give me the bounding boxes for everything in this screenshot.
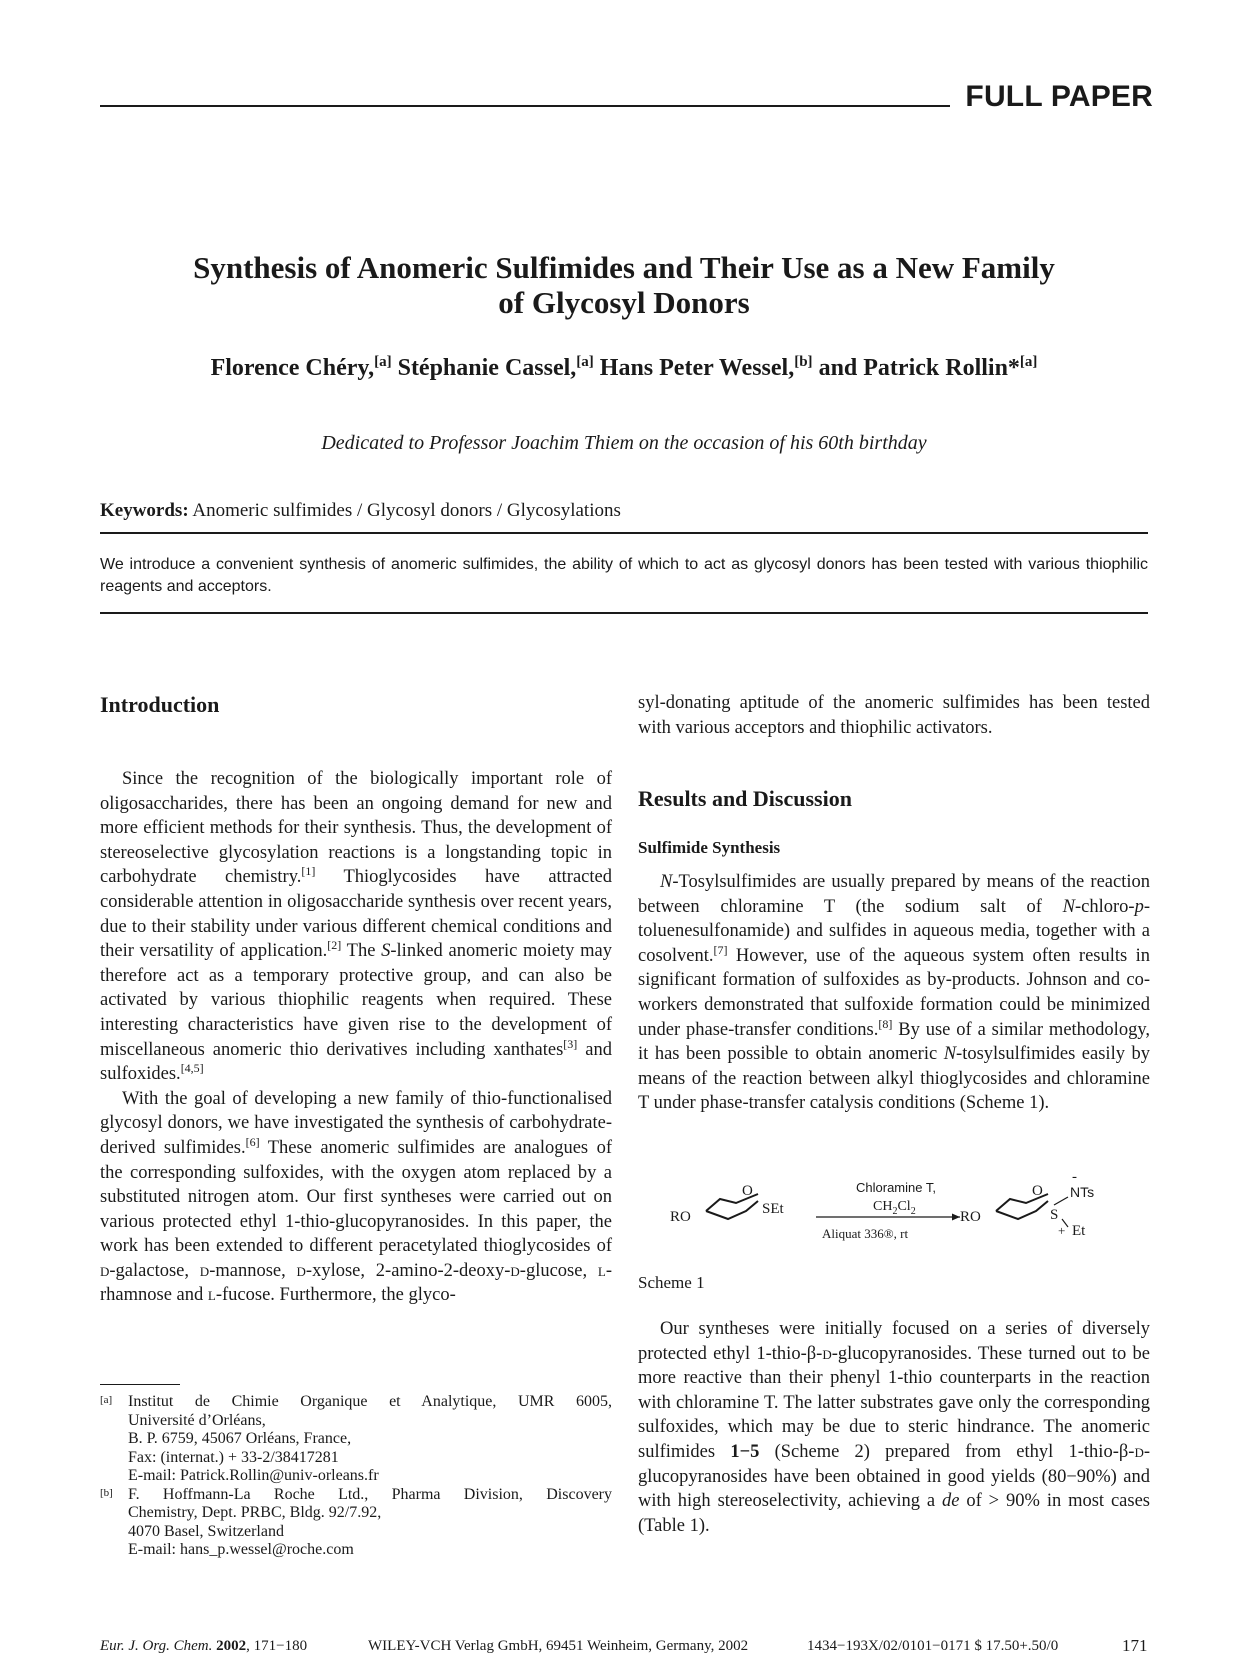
abstract-top-rule xyxy=(100,532,1148,534)
section-heading-results: Results and Discussion xyxy=(638,786,852,811)
right-et-label: Et xyxy=(1072,1223,1086,1239)
citation: [1] xyxy=(301,864,316,879)
affiliation-mark: [a] xyxy=(1019,354,1038,370)
right-ro-label: RO xyxy=(960,1209,981,1225)
dedication: Dedicated to Professor Joachim Thiem on the occasion of his 60th birthday xyxy=(321,432,927,454)
section-heading-introduction: Introduction xyxy=(100,692,220,717)
keywords-text: Anomeric sulfimides / Glycosyl donors / Glycosylations xyxy=(192,500,621,521)
footnote-a: [a] Institut de Chimie Organique et Analytique, UMR 6005, Université d’Orléans, B. P. 6759, 45067 Orléans, France, Fax: (internat.) + 33-2/38417281 E-mail: Patrick.Rollin@univ-orleans.fr xyxy=(100,1393,612,1484)
page-number: 171 xyxy=(1122,1636,1148,1655)
footnote-mark: [a] xyxy=(100,1394,113,1406)
author-name: Hans Peter Wessel, xyxy=(599,355,795,381)
footnote-mark: [b] xyxy=(100,1486,113,1499)
header-rule xyxy=(100,105,950,107)
footnote-rule xyxy=(100,1384,180,1385)
citation: [6] xyxy=(245,1134,260,1149)
right-column-body xyxy=(638,870,1150,1116)
paragraph: N-Tosylsulfimides are usually prepared by means of the reaction between chloramine T (the sodium salt of N-chloro-p-toluenesulfonamide) and sulfides in aqueous media, together with a cosolvent.[7] However, use of the aqueous system often results in significant formation of sulfoxides as by-products. Johnson and co-workers demonstrated that sulfoxide formation could be minimized under phase-transfer conditions.[8] By use of a similar methodology, it has been possible to obtain anomeric N-tosylsulfimides easily by means of the reaction between alkyl thioglycosides and chloramine T under phase-transfer catalysis conditions (Scheme 1). xyxy=(638,872,1150,1114)
left-o-label: O xyxy=(742,1183,753,1199)
paragraph: With the goal of developing a new family of thio-functionalised glycosyl donors, we have investigated the synthesis of carbohydrate-derived sulfimides.[6] These anomeric sulfimides are analogues of the corresponding sulfoxides, with the oxygen atom replaced by a substituted nitrogen atom. Our first syntheses were carried out on various protected ethyl 1-thio-glucopyranosides. In this paper, the work has been extended to different peracetylated thioglycosides of d-galactose, d-mannose, d-xylose, 2-amino-2-deoxy-d-glucose, l-rhamnose and l-fucose. Furthermore, the glyco- xyxy=(100,1088,612,1306)
right-charge-minus: - xyxy=(1072,1175,1077,1185)
abstract-bottom-rule xyxy=(100,612,1148,614)
right-nts-label: NTs xyxy=(1070,1184,1095,1200)
left-ro-label: RO xyxy=(670,1209,691,1225)
right-column-continuation xyxy=(638,691,1150,740)
footer-citation: Eur. J. Org. Chem. 2002, 171−180 xyxy=(100,1638,308,1654)
right-o-label: O xyxy=(1032,1183,1043,1199)
citation: [4,5] xyxy=(180,1060,204,1075)
right-charge-plus: + xyxy=(1058,1223,1066,1238)
affiliation-mark: [a] xyxy=(576,354,594,370)
keywords xyxy=(100,500,621,522)
paper-title xyxy=(100,250,1148,320)
affiliation-mark: [a] xyxy=(374,354,392,370)
footer-issn: 1434−193X/02/0101−0171 $ 17.50+.50/0 xyxy=(807,1638,1059,1654)
title-line-2: of Glycosyl Donors xyxy=(498,285,750,320)
author-name: and Patrick Rollin* xyxy=(818,355,1020,381)
reagent-chloramine: Chloramine T, xyxy=(856,1180,936,1195)
left-column-body xyxy=(100,767,612,1308)
footer-publisher: WILEY-VCH Verlag GmbH, 69451 Weinheim, Germany, 2002 xyxy=(368,1638,749,1654)
citation: [2] xyxy=(327,938,342,952)
left-set-label: SEt xyxy=(762,1201,784,1217)
right-column-body-2 xyxy=(638,1317,1150,1538)
scheme-1-diagram xyxy=(670,1175,1110,1255)
abstract: We introduce a convenient synthesis of anomeric sulfimides, the ability of which to act as glycosyl donors has been tested with various thiophilic reagents and acceptors. xyxy=(100,556,1148,595)
citation: [8] xyxy=(878,1016,893,1031)
subsection-heading: Sulfimide Synthesis xyxy=(638,838,781,857)
scheme-caption: Scheme 1 xyxy=(638,1273,705,1292)
paragraph: syl-donating aptitude of the anomeric sulfimides has been tested with various acceptors and thiophilic activators. xyxy=(638,693,1150,738)
affiliation-mark: [b] xyxy=(794,354,813,370)
author-name: Stéphanie Cassel, xyxy=(397,355,577,381)
keywords-label: Keywords: xyxy=(100,500,189,521)
paragraph: Our syntheses were initially focused on a series of diversely protected ethyl 1-thio-β-d-glucopyranosides. These turned out to be more reactive than their phenyl 1-thio counterparts in the reaction with chloramine T. The latter substrates gave only the corresponding sulfoxides, which may be due to steric hindrance. The anomeric sulfimides 1−5 (Scheme 2) prepared from ethyl 1-thio-β-d-glucopyranosides have been obtained in good yields (80−90%) and with high stereoselectivity, achieving a de of > 90% in most cases (Table 1). xyxy=(638,1319,1151,1536)
paragraph: Since the recognition of the biologically important role of oligosaccharides, there has been an ongoing demand for new and more efficient methods for their synthesis. Thus, the development of stereoselective glycosylation reactions is a longstanding topic in carbohydrate chemistry.[1] Thioglycosides have attracted considerable attention in oligosaccharide synthesis over recent years, due to their stability under various different chemical conditions and their versatility of application.[2] The S-linked anomeric moiety may therefore act as a temporary protective group, and can also be activated by various thiophilic reagents when required. These interesting characteristics have given rise to the development of miscellaneous anomeric thio derivatives including xanthates[3] and sulfoxides.[4,5] xyxy=(100,769,612,1085)
title-line-1: Synthesis of Anomeric Sulfimides and Their Use as a New Family xyxy=(193,250,1055,285)
right-s-label: S xyxy=(1050,1207,1059,1223)
reagent-solvent: $CH_2Cl_2$ xyxy=(873,1199,916,1217)
reagent-catalyst: Aliquat 336®, rt xyxy=(822,1226,909,1241)
arrow-head xyxy=(952,1214,960,1221)
footnote-b: [b] F. Hoffmann-La Roche Ltd., Pharma Division, Discovery Chemistry, Dept. PRBC, Bldg. 92/7.92, 4070 Basel, Switzerland E-mail: hans_p.wessel@roche.com xyxy=(100,1485,612,1558)
author-name: Florence Chéry, xyxy=(210,355,375,381)
author-list xyxy=(100,354,1148,382)
section-label: FULL PAPER xyxy=(965,80,1153,113)
citation: [3] xyxy=(563,1036,578,1051)
affiliations xyxy=(100,1393,612,1560)
citation: [7] xyxy=(713,942,728,957)
